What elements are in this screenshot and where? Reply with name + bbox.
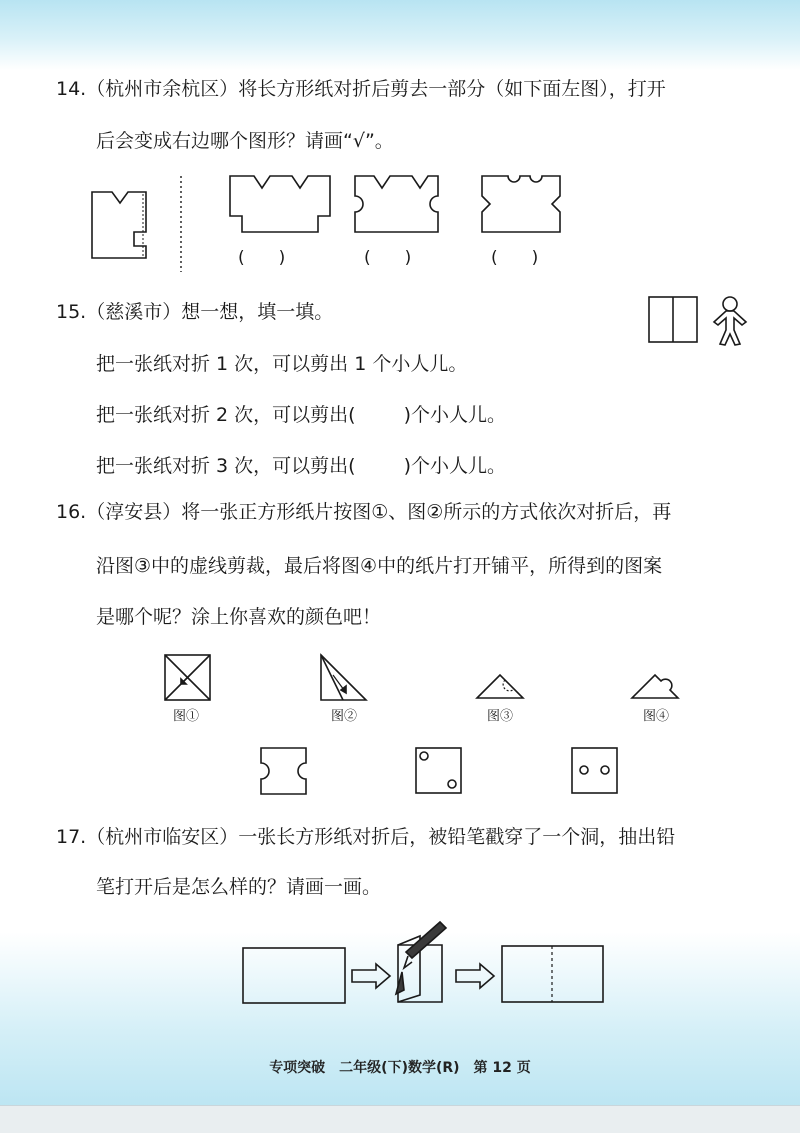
q16-line1: 16.（淳安县）将一张正方形纸片按图①、图②所示的方式依次对折后，再 (56, 501, 672, 523)
page-footer: 专项突破 二年级(下)数学(R) 第 12 页 (269, 1060, 531, 1076)
q16-figure-3-label: 图③ (487, 709, 514, 724)
q17-line2: 笔打开后是怎么样的？请画一画。 (96, 876, 382, 898)
q15-line2: 把一张纸对折 1 次，可以剪出 1 个小人儿。 (96, 353, 468, 375)
q16-figure-1-label: 图① (173, 709, 200, 724)
q15-line1: 15.（慈溪市）想一想，填一填。 (56, 301, 334, 323)
q16-option-1[interactable] (261, 748, 306, 794)
q17-rectangle-paper (243, 948, 345, 1003)
q16-figure-2 (321, 655, 366, 700)
q17-folded-paper-with-pencil (396, 922, 446, 1002)
q15-line3-part-b: )个小人儿。 (403, 404, 507, 426)
q16-option-3[interactable] (572, 748, 617, 793)
q17-answer-rectangle[interactable] (502, 946, 603, 1002)
q14-option-1[interactable] (230, 176, 330, 232)
q16-line2: 沿图③中的虚线剪裁，最后将图④中的纸片打开铺平，所得到的图案 (96, 555, 663, 577)
q16-figure-2-label: 图② (331, 709, 358, 724)
q14-answer-paren-3[interactable]: ( ) (491, 248, 539, 268)
q17-line1: 17.（杭州市临安区）一张长方形纸对折后，被铅笔戳穿了一个洞，抽出铅 (56, 826, 676, 848)
q14-answer-paren-1[interactable]: ( ) (238, 248, 286, 268)
q16-figure-4-label: 图④ (643, 709, 670, 724)
q14-answer-paren-2[interactable]: ( ) (364, 248, 412, 268)
q17-arrow-2 (456, 964, 494, 988)
q16-line3: 是哪个呢？涂上你喜欢的颜色吧！ (96, 606, 382, 628)
q15-line3-part-a: 把一张纸对折 2 次，可以剪出( (96, 404, 356, 426)
q14-line1: 14.（杭州市余杭区）将长方形纸对折后剪去一部分（如下面左图），打开 (56, 78, 666, 100)
q14-line2: 后会变成右边哪个图形？请画“√”。 (96, 130, 394, 152)
q14-folded-paper (92, 192, 146, 258)
q15-line4-part-b: )个小人儿。 (403, 455, 507, 477)
q16-option-2[interactable] (416, 748, 461, 793)
q15-paper-person-icon (714, 297, 746, 345)
q15-folded-paper-icon (649, 297, 697, 342)
q14-option-2[interactable] (355, 176, 438, 232)
q16-figure-1 (165, 655, 210, 700)
q14-option-3[interactable] (482, 176, 560, 232)
q16-figure-4 (632, 675, 678, 698)
q15-line4-part-a: 把一张纸对折 3 次，可以剪出( (96, 455, 356, 477)
q16-figure-3 (477, 675, 523, 698)
q17-arrow-1 (352, 964, 390, 988)
